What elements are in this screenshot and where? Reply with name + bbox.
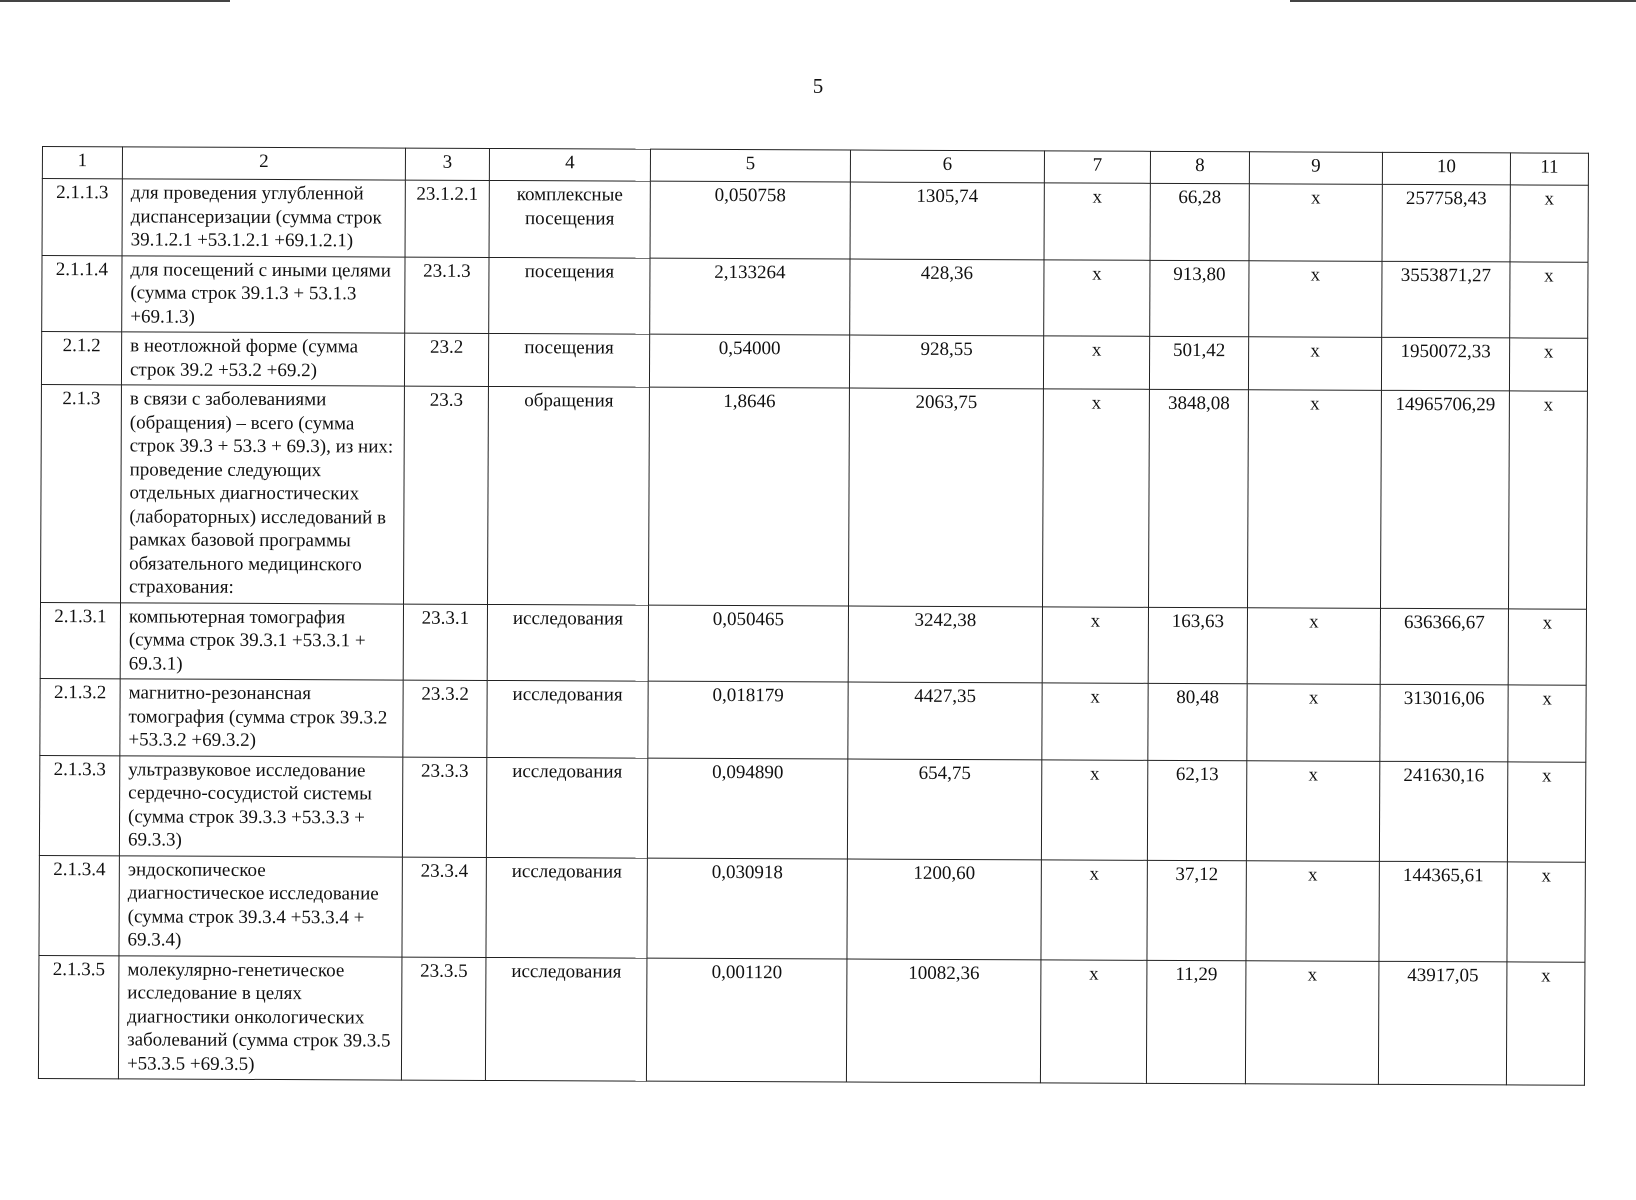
cell-volume-norm: 0,030918 — [647, 858, 847, 959]
cell-row-description: для проведения углубленной диспансеризации (сумма строк 39.1.2.1 +53.1.2.1 +69.1.2.1) — [122, 179, 405, 257]
cell-row-description: молекулярно-генетическое исследование в целях диагностики онкологических заболеваний (сумма строк 39.3.5 +53.3.5 +69.3.5) — [118, 955, 402, 1080]
cell-col-9-value: х — [1249, 260, 1382, 337]
cell-cost-norm: 428,36 — [850, 259, 1044, 336]
cell-col-10-value: 14965706,29 — [1380, 390, 1509, 608]
cell-line-number: 23.1.2.1 — [405, 180, 489, 257]
cell-col-8-value: 37,12 — [1147, 860, 1246, 960]
cell-col-8-value: 62,13 — [1147, 760, 1246, 860]
cell-col-9-value: х — [1245, 960, 1379, 1084]
data-table — [38, 146, 1589, 1086]
cell-row-description: магнитно-резонансная томография (сумма строк 39.3.2 +53.3.2 +69.3.2) — [120, 679, 403, 757]
cell-row-code: 2.1.3.3 — [39, 755, 119, 855]
cell-col-9-value: х — [1247, 607, 1380, 684]
cell-volume-norm: 0,018179 — [648, 681, 848, 758]
cell-unit: исследования — [485, 957, 647, 1081]
cell-col-11-value: х — [1507, 861, 1585, 961]
cell-unit: посещения — [489, 257, 650, 334]
cell-line-number: 23.3.1 — [403, 604, 487, 681]
cell-row-code: 2.1.3.4 — [39, 855, 119, 955]
cell-row-code: 2.1.3.1 — [40, 602, 120, 679]
cell-cost-norm: 1305,74 — [850, 182, 1044, 259]
cell-col-8-value: 163,63 — [1148, 607, 1247, 684]
cell-unit: исследования — [487, 604, 648, 681]
column-header: 9 — [1249, 152, 1382, 185]
cell-row-code: 2.1.1.3 — [42, 179, 122, 256]
column-header: 7 — [1044, 151, 1150, 183]
cell-col-9-value: х — [1249, 184, 1382, 261]
cell-row-description: эндоскопическое диагностическое исследование (сумма строк 39.3.4 +53.3.4 + 69.3.4) — [119, 855, 402, 956]
column-header: 11 — [1510, 153, 1588, 185]
cell-volume-norm: 0,050465 — [648, 605, 848, 682]
cell-col-11-value: х — [1506, 961, 1585, 1085]
cell-col-7-value: х — [1043, 336, 1149, 389]
cell-cost-norm: 10082,36 — [846, 959, 1041, 1083]
cell-row-description: для посещений с иными целями (сумма строк 39.1.3 + 53.1.3 +69.1.3) — [122, 255, 405, 333]
cell-col-7-value: х — [1044, 183, 1150, 260]
table-row — [41, 384, 1588, 608]
cell-unit: исследования — [486, 857, 647, 958]
cell-volume-norm: 2,133264 — [650, 258, 850, 335]
column-header: 2 — [122, 147, 405, 180]
cell-row-code: 2.1.3.2 — [40, 678, 120, 755]
cell-col-8-value: 3848,08 — [1148, 389, 1248, 607]
page-number: 5 — [812, 74, 824, 98]
cell-line-number: 23.3 — [404, 386, 489, 604]
cell-unit: исследования — [487, 680, 648, 757]
cell-row-description: в неотложной форме (сумма строк 39.2 +53.2 +69.2) — [121, 332, 404, 386]
scan-edge-line-left — [0, 0, 230, 2]
cell-col-9-value: х — [1246, 760, 1379, 861]
cell-col-10-value: 144365,61 — [1379, 861, 1507, 962]
table-row — [42, 255, 1588, 338]
table-row — [39, 755, 1585, 862]
cell-col-10-value: 313016,06 — [1380, 684, 1508, 761]
cell-col-8-value: 66,28 — [1150, 183, 1249, 260]
cell-cost-norm: 654,75 — [847, 759, 1041, 860]
cell-col-10-value: 636366,67 — [1380, 608, 1508, 685]
cell-line-number: 23.1.3 — [405, 257, 489, 334]
cell-row-code: 2.1.3.5 — [38, 955, 119, 1079]
column-header: 3 — [405, 148, 489, 180]
cell-row-code: 2.1.3 — [41, 384, 122, 602]
cell-volume-norm: 0,001120 — [646, 958, 847, 1082]
cell-row-description: в связи с заболеваниями (обращения) – всего (сумма строк 39.3 + 53.3 + 69.3), из них: проведение следующих отдельных диагностических (лабораторных) исследований в рамках базовой программы обязательного медицинского страхования: — [121, 385, 405, 604]
cell-col-8-value: 80,48 — [1148, 683, 1247, 760]
cell-volume-norm: 0,094890 — [647, 758, 847, 859]
cell-col-11-value: х — [1508, 391, 1587, 609]
table-row — [42, 179, 1588, 262]
cell-col-11-value: х — [1509, 338, 1587, 391]
cell-col-7-value: х — [1042, 606, 1148, 683]
cell-unit: обращения — [488, 386, 650, 604]
cell-line-number: 23.3.2 — [403, 680, 487, 757]
cell-col-9-value: х — [1248, 337, 1381, 391]
column-header: 8 — [1150, 151, 1249, 183]
cell-volume-norm: 0,54000 — [649, 334, 849, 388]
cell-row-description: ультразвуковое исследование сердечно-сосудистой системы (сумма строк 39.3.3 +53.3.3 + 69.3.3) — [119, 755, 402, 856]
cell-unit: посещения — [488, 333, 649, 387]
cell-row-code: 2.1.2 — [41, 332, 121, 385]
cell-col-7-value: х — [1040, 959, 1147, 1083]
cell-col-11-value: х — [1508, 608, 1586, 685]
cell-col-11-value: х — [1510, 261, 1588, 338]
table-row — [41, 332, 1587, 392]
cell-line-number: 23.3.5 — [401, 957, 486, 1081]
cell-cost-norm: 1200,60 — [847, 859, 1041, 960]
column-header: 5 — [650, 149, 850, 182]
column-header: 10 — [1382, 152, 1510, 185]
column-header: 1 — [42, 147, 122, 179]
cell-col-11-value: х — [1508, 685, 1586, 762]
cell-cost-norm: 928,55 — [849, 335, 1043, 389]
cell-unit: комплексные посещения — [489, 180, 650, 257]
cell-col-10-value: 257758,43 — [1382, 184, 1510, 261]
cell-cost-norm: 3242,38 — [848, 606, 1042, 683]
scan-edge-line-right — [1290, 0, 1636, 2]
cell-col-11-value: х — [1510, 185, 1588, 262]
cell-unit: исследования — [486, 757, 647, 858]
cell-cost-norm: 2063,75 — [849, 388, 1044, 606]
cell-line-number: 23.2 — [404, 333, 488, 386]
cell-volume-norm: 0,050758 — [650, 181, 850, 258]
cell-volume-norm: 1,8646 — [649, 387, 850, 605]
table-row — [38, 955, 1585, 1085]
cell-col-10-value: 241630,16 — [1379, 761, 1507, 862]
cell-col-9-value: х — [1247, 684, 1380, 761]
cell-col-7-value: х — [1041, 759, 1147, 859]
cell-line-number: 23.3.3 — [402, 757, 486, 857]
cell-line-number: 23.3.4 — [402, 857, 486, 957]
cell-cost-norm: 4427,35 — [848, 682, 1042, 759]
table-row — [40, 678, 1586, 761]
cell-col-7-value: х — [1043, 389, 1150, 607]
cell-col-10-value: 43917,05 — [1378, 961, 1507, 1085]
column-header: 6 — [850, 150, 1044, 183]
cell-row-description: компьютерная томография (сумма строк 39.3.1 +53.3.1 + 69.3.1) — [120, 602, 403, 680]
cell-col-7-value: х — [1044, 259, 1150, 336]
column-header: 4 — [489, 148, 650, 181]
cell-col-9-value: х — [1246, 860, 1379, 961]
cell-col-9-value: х — [1247, 390, 1381, 608]
cell-col-10-value: 3553871,27 — [1382, 261, 1510, 338]
cell-col-8-value: 913,80 — [1150, 260, 1249, 337]
cell-col-10-value: 1950072,33 — [1381, 337, 1509, 391]
cell-col-8-value: 11,29 — [1146, 960, 1246, 1084]
cell-row-code: 2.1.1.4 — [42, 255, 122, 332]
table-row — [40, 602, 1586, 685]
table-row — [39, 855, 1585, 962]
cell-col-8-value: 501,42 — [1149, 336, 1248, 389]
cell-col-7-value: х — [1041, 859, 1147, 959]
cell-col-7-value: х — [1042, 683, 1148, 760]
cell-col-11-value: х — [1507, 761, 1585, 861]
